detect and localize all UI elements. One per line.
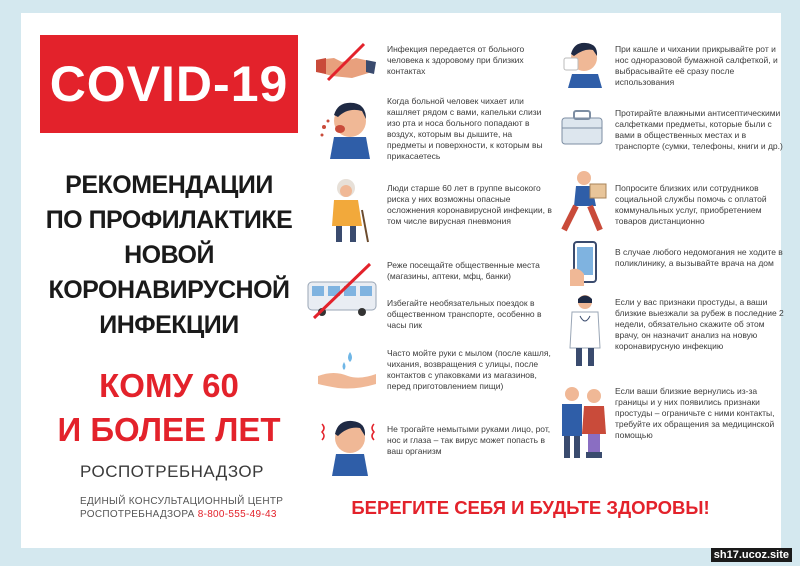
hand-wash-icon xyxy=(316,348,378,390)
agency-name: РОСПОТРЕБНАДЗОР xyxy=(80,462,264,481)
consult-center-line2: РОСПОТРЕБНАДЗОРА xyxy=(80,509,195,520)
sneeze-icon xyxy=(318,97,378,159)
courier-icon xyxy=(556,168,610,234)
face-touch-icon xyxy=(318,414,378,476)
tip-item: Реже посещайте общественные места (магазины, аптеки, мфц, банки) xyxy=(387,260,540,281)
headline-line: КОРОНАВИРУСНОЙ xyxy=(48,276,290,304)
tip-item: Если ваши близкие вернулись из-за границы и у них появились признаки простуды – ограничьте с ними контакты, требуйте их обращения за медицинской помощью xyxy=(615,386,775,440)
doctor-icon xyxy=(566,292,604,368)
headline-line: ПО ПРОФИЛАКТИКЕ xyxy=(45,206,293,234)
phone-icon xyxy=(570,240,600,286)
covid-logo-text: COVID-19 xyxy=(49,56,289,112)
elderly-icon xyxy=(322,176,372,244)
headline-line: НОВОЙ xyxy=(124,241,214,269)
tip-item: При кашле и чихании прикрывайте рот и нос одноразовой бумажной салфеткой, и выбрасывайте её сразу после использования xyxy=(615,44,778,87)
hotline-phone: 8-800-555-49-43 xyxy=(197,509,277,520)
bag-icon xyxy=(560,108,604,146)
consult-center xyxy=(80,495,283,521)
tip-item: Протирайте влажными антисептическими салфетками предметы, которые были с вами в общественных местах и в транспорте (сумки, телефоны, книги и др.) xyxy=(615,108,783,151)
headline xyxy=(40,168,298,343)
age-line: И БОЛЕЕ ЛЕТ xyxy=(57,411,281,448)
tip-item: Попросите близких или сотрудников социальной службы помочь с оплатой коммунальных услуг, приобретением товаров дистанционно xyxy=(615,183,767,226)
tip-item: Когда больной человек чихает или кашляет рядом с вами, капельки слизи изо рта и носа больного попадают в воздух, которым вы дышите, на предметы и поверхности, к которым вы прикасаетесь xyxy=(387,96,543,161)
tip-item: Если у вас признаки простуды, а ваши близкие выезжали за рубеж в последние 2 недели, обязательно скажите об этом врачу, он назначит анализ на новую коронавирусную инфекцию xyxy=(615,297,784,351)
age-line: КОМУ 60 xyxy=(99,367,239,404)
no-handshake-icon xyxy=(312,42,380,82)
covid-logo-box xyxy=(40,35,298,133)
tissue-icon xyxy=(560,38,610,88)
headline-line: РЕКОМЕНДАЦИИ xyxy=(65,171,273,199)
farewell-slogan: БЕРЕГИТЕ СЕБЯ И БУДЬТЕ ЗДОРОВЫ! xyxy=(351,497,710,518)
tip-item: Люди старше 60 лет в группе высокого риска у них возможны опасные осложнения коронавирусной инфекции, в том числе вирусная пневмония xyxy=(387,183,552,226)
tip-item: Избегайте необязательных поездок в общественном транспорте, особенно в часы пик xyxy=(387,298,542,330)
bus-crossed-icon xyxy=(304,262,380,320)
tip-item: Часто мойте руки с мылом (после кашля, чихания, возвращения с улицы, после контактов с упаковками из магазинов, перед приготовлением пищи) xyxy=(387,348,551,391)
tip-item: В случае любого недомогания не ходите в поликлинику, а вызывайте врача на дом xyxy=(615,247,783,268)
consult-center-line1: ЕДИНЫЙ КОНСУЛЬТАЦИОННЫЙ ЦЕНТР xyxy=(80,496,284,507)
age-group xyxy=(40,364,298,452)
headline-line: ИНФЕКЦИИ xyxy=(99,311,239,339)
family-icon xyxy=(558,384,610,460)
tip-item: Инфекция передается от больного человека к здоровому при близких контактах xyxy=(387,44,525,76)
site-watermark: sh17.ucoz.site xyxy=(711,548,792,562)
tip-item: Не трогайте немытыми руками лицо, рот, нос и глаза – так вирус может попасть в ваш организм xyxy=(387,424,551,456)
